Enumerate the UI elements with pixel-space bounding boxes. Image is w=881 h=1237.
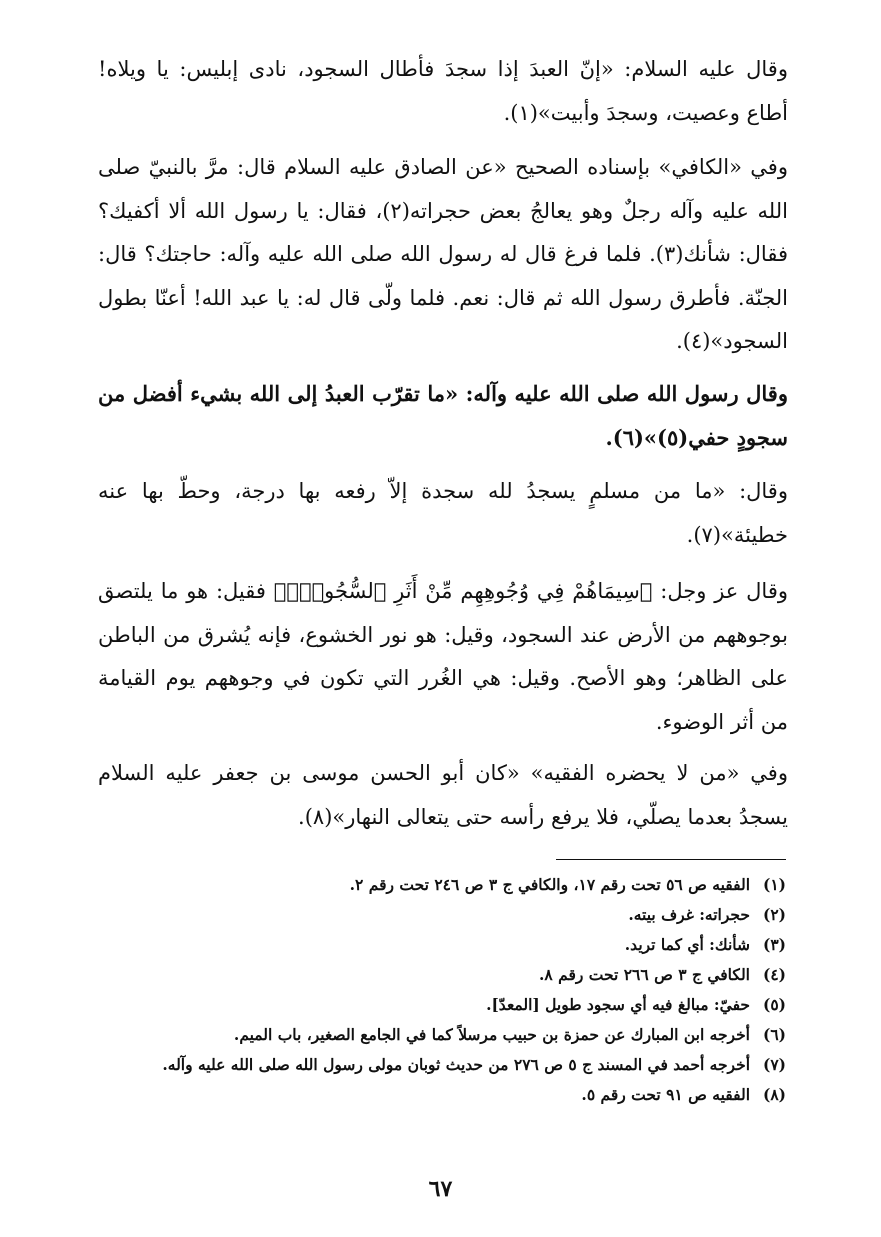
- footnote-list: [90, 870, 786, 1110]
- footnote-number: (٤): [762, 965, 786, 984]
- footnote-item: [90, 870, 786, 900]
- paragraph-quran-verse: وقال عز وجل: ﴿سِيمَاهُمْ فِي وُجُوهِهِم مِّنْ أَثَرِ ٱلسُّجُودِۚ﴾ فقيل: هو ما يلتصق بوجوههم من الأرض عند السجود، وقيل: هو نور الخشوع، فإنه يُشرق من الباطن على الظاهر؛ وهو الأصح. وقيل: هي الغُرر التي تكون في وجوههم يوم القيامة من أثر الوضوء.: [98, 579, 788, 734]
- footnote-item: [90, 990, 786, 1020]
- footnote-number: (٧): [762, 1055, 786, 1074]
- footnote-item: [90, 1020, 786, 1050]
- footnote-number: (٣): [762, 935, 786, 954]
- footnote-item: [90, 1050, 786, 1080]
- paragraph-muslim-sajda: وقال: «ما من مسلمٍ يسجدُ لله سجدة إلاّ رفعه بها درجة، وحطّ بها عنه خطيئة»(٧).: [98, 479, 788, 547]
- paragraph-faqih-narration: وفي «من لا يحضره الفقيه» «كان أبو الحسن موسى بن جعفر عليه السلام يسجدُ بعدما يصلّي، فلا يرفع رأسه حتى يتعالى النهار»(٨).: [98, 761, 788, 829]
- footnote-number: (٨): [762, 1085, 786, 1104]
- page-number: ٦٧: [428, 1176, 453, 1202]
- footnote-divider: [556, 859, 786, 860]
- paragraph-prophet-hadith: وقال رسول الله صلى الله عليه وآله: «ما تقرّب العبدُ إلى الله بشيء أفضل من سجودٍ حفي(٥)»(٦).: [98, 381, 788, 450]
- footnote-text: الفقيه ص ٥٦ تحت رقم ١٧، والكافي ج ٣ ص ٢٤٦ تحت رقم ٢.: [349, 875, 750, 894]
- footnote-text: أخرجه ابن المبارك عن حمزة بن حبيب مرسلاً كما في الجامع الصغير، باب الميم.: [233, 1025, 750, 1044]
- paragraph-kafi-narration: وفي «الكافي» بإسناده الصحيح «عن الصادق عليه السلام قال: مرَّ بالنبيّ صلى الله عليه وآله رجلٌ وهو يعالجُ بعض حجراته(٢)، فقال: يا رسول الله ألا أكفيك؟ فقال: شأنك(٣). فلما فرغ قال له رسول الله صلى الله عليه وآله: حاجتك؟ قال: الجنّة. فأطرق رسول الله ثم قال: نعم. فلما ولّى قال له: يا عبد الله! أعنّا بطول السجود»(٤).: [98, 155, 788, 353]
- footnote-number: (٦): [762, 1025, 786, 1044]
- footnote-text: حجراته: غرف بيته.: [628, 905, 750, 924]
- footnote-item: [90, 960, 786, 990]
- footnote-number: (١): [762, 875, 786, 894]
- footnote-text: شأنك: أي كما تريد.: [624, 935, 750, 954]
- footnote-text: أخرجه أحمد في المسند ج ٥ ص ٢٧٦ من حديث ثوبان مولى رسول الله صلى الله عليه وآله.: [162, 1055, 750, 1074]
- footnote-item: [90, 900, 786, 930]
- paragraph-iblis-hadith: وقال عليه السلام: «إنّ العبدَ إذا سجدَ فأطال السجود، نادى إبليس: يا ويلاه! أطاع وعصيت، وسجدَ وأبيت»(١).: [98, 57, 788, 125]
- footnote-number: (٢): [762, 905, 786, 924]
- footnote-item: [90, 1080, 786, 1110]
- footnote-text: الفقيه ص ٩١ تحت رقم ٥.: [581, 1085, 750, 1104]
- footnote-text: الكافي ج ٣ ص ٢٦٦ تحت رقم ٨.: [539, 965, 750, 984]
- footnote-number: (٥): [762, 995, 786, 1014]
- footnote-item: [90, 930, 786, 960]
- footnote-text: حفيّ: مبالغ فيه أي سجود طويل [المعدّ].: [486, 995, 750, 1014]
